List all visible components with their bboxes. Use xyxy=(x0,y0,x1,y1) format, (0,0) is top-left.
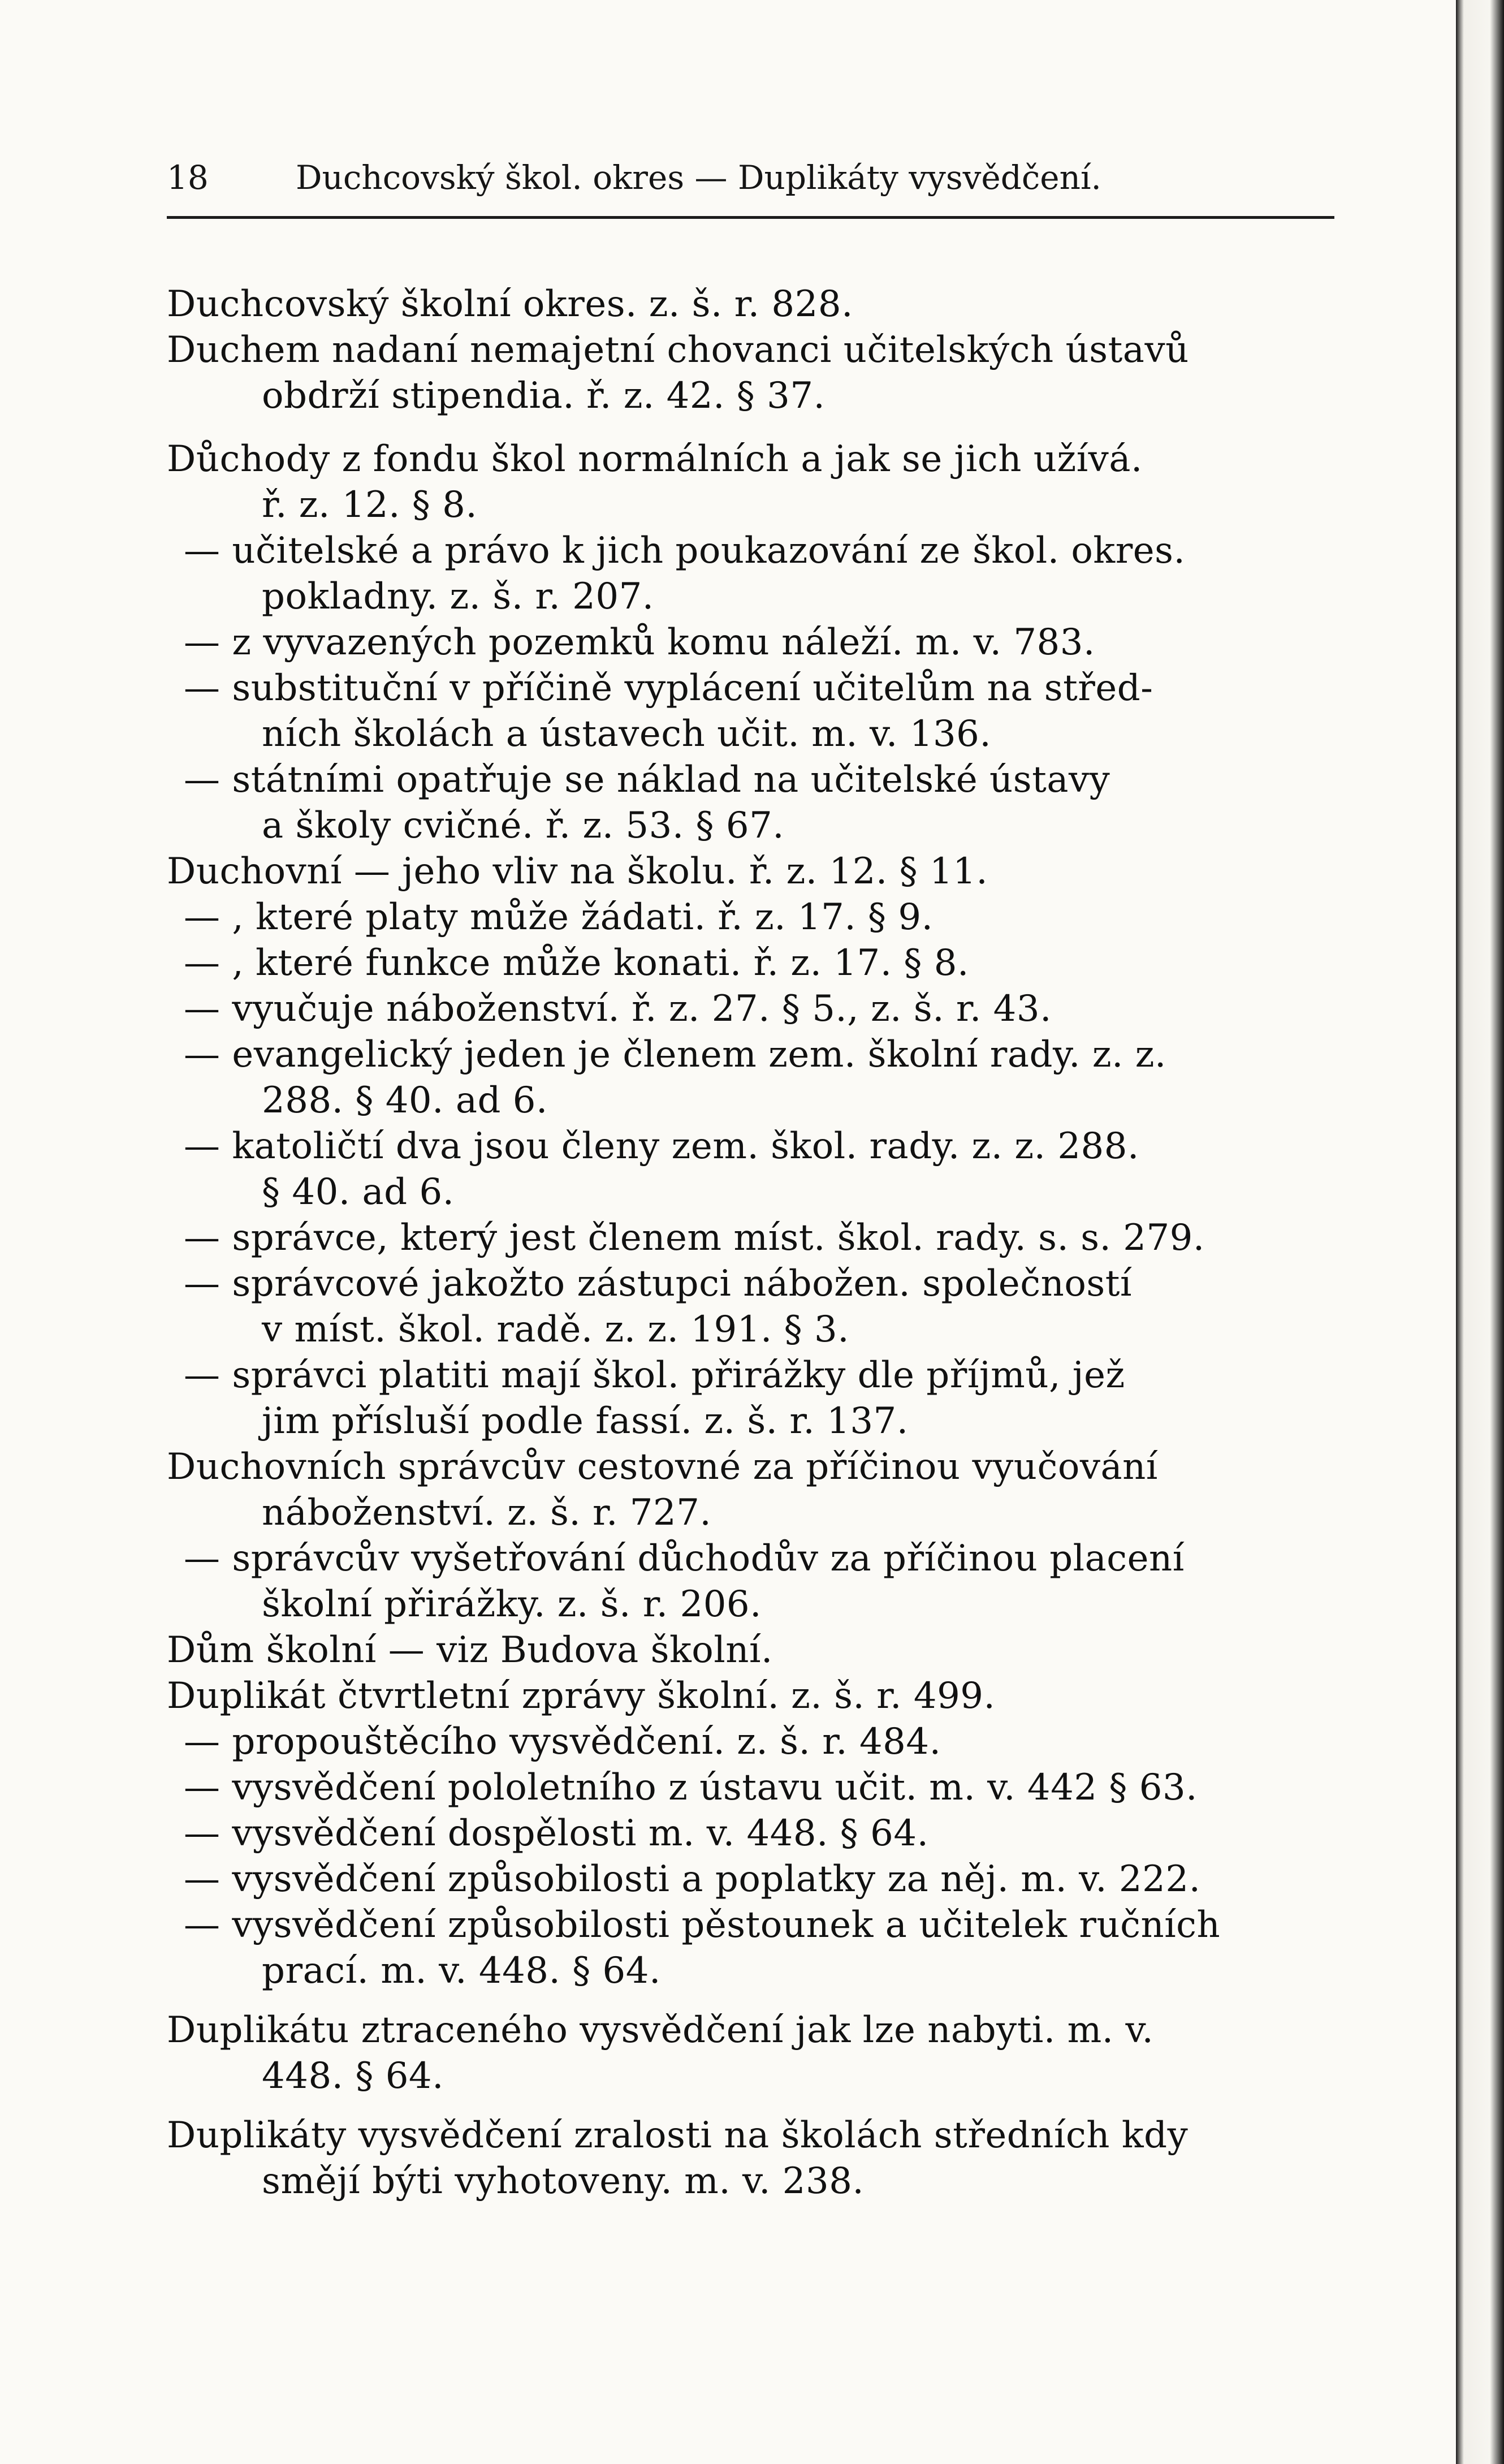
index-line: — propouštěcího vysvědčení. z. š. r. 484. xyxy=(184,1721,941,1763)
index-line: — vysvědčení pololetního z ústavu učit. m. v. 442 § 63. xyxy=(184,1767,1198,1809)
index-line: ř. z. 12. § 8. xyxy=(262,484,478,526)
index-line: — správce, který jest členem míst. škol. rady. s. s. 279. xyxy=(184,1217,1205,1259)
index-line: školní přirážky. z. š. r. 206. xyxy=(262,1583,762,1625)
index-line: jim přísluší podle fassí. z. š. r. 137. xyxy=(262,1400,909,1442)
index-line: Duplikáty vysvědčení zralosti na školách středních kdy xyxy=(167,2115,1188,2156)
index-line: — z vyvazených pozemků komu náleží. m. v. 783. xyxy=(184,622,1095,663)
index-line: Duchovní — jeho vliv na školu. ř. z. 12. § 11. xyxy=(167,851,988,892)
index-line: § 40. ad 6. xyxy=(262,1171,455,1213)
index-line: — , které funkce může konati. ř. z. 17. § 8. xyxy=(184,942,969,984)
index-line: 288. § 40. ad 6. xyxy=(262,1080,548,1121)
index-line: — státními opatřuje se náklad na učitelské ústavy xyxy=(184,759,1110,801)
index-line: v míst. škol. radě. z. z. 191. § 3. xyxy=(262,1309,850,1350)
running-head: Duchcovský škol. okres — Duplikáty vysvědčení. xyxy=(296,158,1101,197)
index-line: Duchcovský školní okres. z. š. r. 828. xyxy=(167,283,853,325)
index-line: Duchem nadaní nemajetní chovanci učitelských ústavů xyxy=(167,329,1189,371)
index-line: pokladny. z. š. r. 207. xyxy=(262,576,654,618)
index-line: — vysvědčení dospělosti m. v. 448. § 64. xyxy=(184,1813,929,1854)
index-line: 448. § 64. xyxy=(262,2055,444,2097)
index-line: Duplikát čtvrtletní zprávy školní. z. š. r. 499. xyxy=(167,1675,996,1717)
index-line: Duplikátu ztraceného vysvědčení jak lze nabyti. m. v. xyxy=(167,2009,1154,2051)
index-line: prací. m. v. 448. § 64. xyxy=(262,1950,661,1992)
index-line: Duchovních správcův cestovné za příčinou vyučování xyxy=(167,1446,1158,1488)
index-line: — správcové jakožto zástupci nábožen. společností xyxy=(184,1263,1132,1305)
index-line: — substituční v příčině vyplácení učitelům na střed- xyxy=(184,667,1153,709)
index-line: — vysvědčení způsobilosti pěstounek a učitelek ručních xyxy=(184,1904,1221,1946)
index-line: — vyučuje náboženství. ř. z. 27. § 5., z. š. r. 43. xyxy=(184,988,1052,1030)
index-line: — , které platy může žádati. ř. z. 17. § 9. xyxy=(184,896,933,938)
page-number: 18 xyxy=(167,158,209,197)
index-line: — evangelický jeden je členem zem. školní rady. z. z. xyxy=(184,1034,1166,1076)
index-line: — učitelské a právo k jich poukazování ze škol. okres. xyxy=(184,530,1186,572)
index-line: a školy cvičné. ř. z. 53. § 67. xyxy=(262,805,785,847)
index-line: Důchody z fondu škol normálních a jak se jich užívá. xyxy=(167,438,1143,480)
index-line: náboženství. z. š. r. 727. xyxy=(262,1492,712,1534)
index-line: Dům školní — viz Budova školní. xyxy=(167,1629,773,1671)
index-line: smějí býti vyhotoveny. m. v. 238. xyxy=(262,2160,865,2202)
index-line: ních školách a ústavech učit. m. v. 136. xyxy=(262,713,992,755)
index-line: — správci platiti mají škol. přirážky dle příjmů, jež xyxy=(184,1354,1125,1396)
index-line: obdrží stipendia. ř. z. 42. § 37. xyxy=(262,375,826,417)
index-line: — vysvědčení způsobilosti a poplatky za něj. m. v. 222. xyxy=(184,1858,1201,1900)
index-line: — katoličtí dva jsou členy zem. škol. rady. z. z. 288. xyxy=(184,1125,1139,1167)
page-edge xyxy=(1456,0,1504,2464)
index-line: — správcův vyšetřování důchodův za příčinou placení xyxy=(184,1538,1185,1580)
